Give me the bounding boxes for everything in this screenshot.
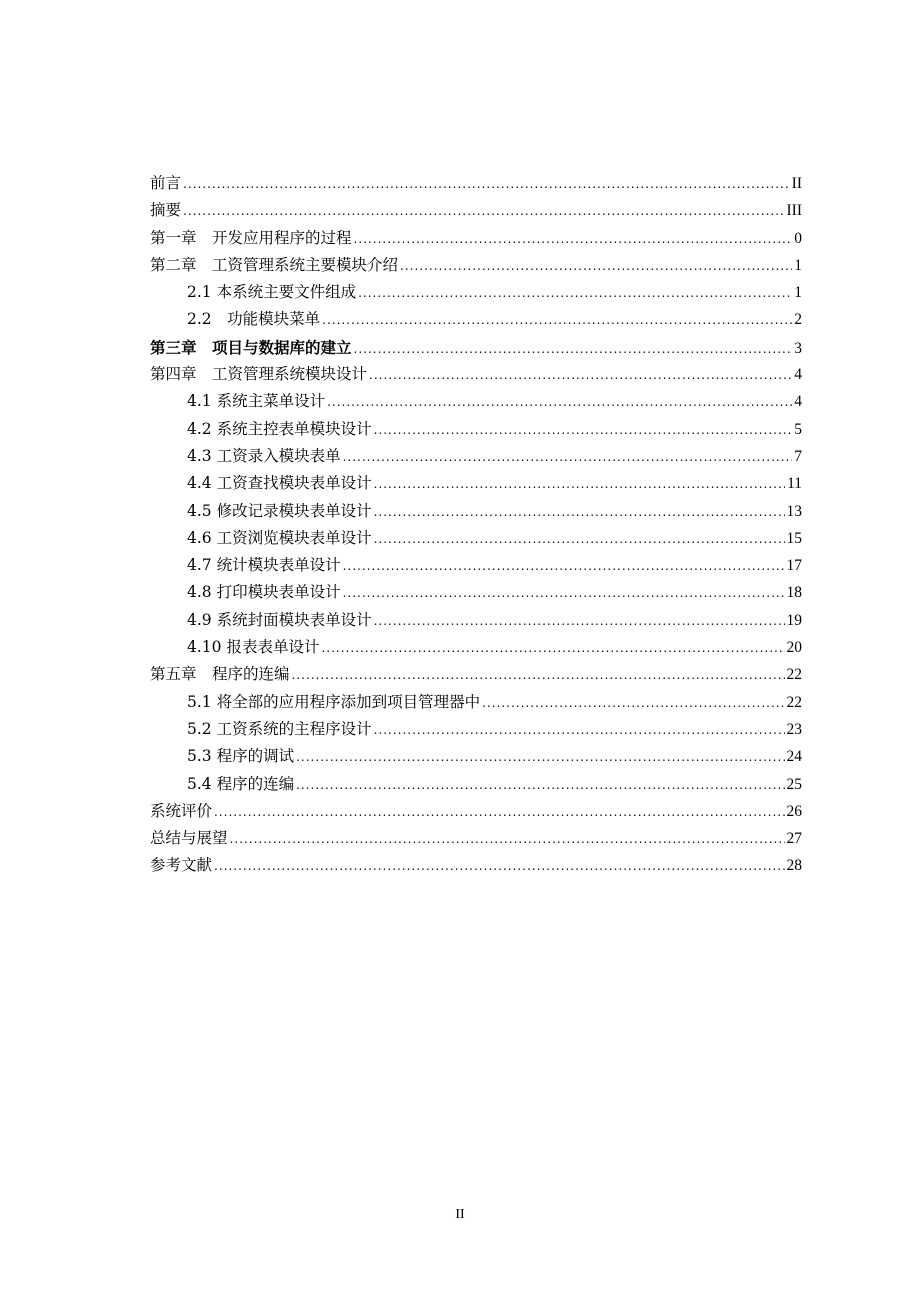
toc-dot-leader — [354, 226, 793, 253]
toc-dot-leader — [183, 171, 790, 198]
toc-entry[interactable] — [150, 525, 802, 552]
toc-entry-page: 23 — [786, 720, 802, 738]
toc-entry-page: 0 — [794, 229, 802, 247]
toc-entry[interactable] — [150, 197, 802, 224]
toc-entry-title: 2.1 本系统主要文件组成 — [187, 283, 357, 302]
toc-dot-leader — [214, 799, 784, 826]
toc-dot-leader — [374, 471, 785, 498]
toc-entry[interactable] — [150, 498, 802, 525]
toc-entry-page: 4 — [794, 393, 802, 411]
toc-entry-title: 4.2 系统主控表单模块设计 — [187, 419, 372, 438]
toc-entry-page: 26 — [786, 802, 802, 820]
toc-dot-leader — [374, 526, 785, 553]
toc-entry[interactable] — [150, 716, 802, 743]
toc-entry-title: 4.10 报表表单设计 — [187, 638, 320, 657]
toc-entry-page: 22 — [786, 693, 802, 711]
toc-dot-leader — [374, 717, 785, 744]
toc-entry-page: 1 — [794, 284, 802, 302]
toc-dot-leader — [343, 444, 793, 471]
toc-entry-page: 2 — [794, 311, 802, 329]
toc-dot-leader — [358, 280, 792, 307]
toc-entry-title: 4.7 统计模块表单设计 — [187, 556, 341, 575]
toc-entry[interactable] — [150, 552, 802, 579]
toc-entry[interactable] — [150, 634, 802, 661]
toc-entry-page: 17 — [786, 557, 802, 575]
toc-entry-page: 3 — [794, 339, 802, 357]
toc-entry-page: 20 — [786, 639, 802, 657]
toc-entry-title: 4.8 打印模块表单设计 — [187, 583, 341, 602]
toc-entry[interactable] — [150, 607, 802, 634]
toc-entry-title: 第四章 工资管理系统模块设计 — [150, 365, 368, 384]
toc-entry[interactable] — [150, 743, 802, 770]
toc-entry-title: 摘要 — [150, 201, 182, 220]
toc-dot-leader — [296, 772, 784, 799]
toc-entry-page: 22 — [786, 666, 802, 684]
toc-entry[interactable] — [150, 852, 802, 879]
toc-entry-page: 7 — [794, 447, 802, 465]
toc-entry-page: 4 — [794, 366, 802, 384]
toc-entry-page: 18 — [786, 584, 802, 602]
toc-entry[interactable] — [150, 170, 802, 197]
toc-entry-title: 4.1 系统主菜单设计 — [187, 392, 326, 411]
toc-entry-title: 第三章 项目与数据库的建立 — [150, 337, 352, 357]
toc-entry-title: 5.1 将全部的应用程序添加到项目管理器中 — [187, 692, 481, 711]
toc-entry[interactable] — [150, 798, 802, 825]
toc-dot-leader — [400, 253, 792, 280]
toc-dot-leader — [327, 389, 792, 416]
toc-entry[interactable] — [150, 306, 802, 333]
toc-entry-page: 25 — [786, 775, 802, 793]
toc-dot-leader — [322, 307, 792, 334]
toc-dot-leader — [374, 499, 785, 526]
toc-entry-title: 系统评价 — [150, 801, 213, 820]
toc-entry[interactable] — [150, 252, 802, 279]
toc-entry[interactable] — [150, 279, 802, 306]
toc-entry-page: 27 — [786, 830, 802, 848]
toc-dot-leader — [482, 690, 784, 717]
toc-entry-title: 4.6 工资浏览模块表单设计 — [187, 528, 372, 547]
toc-dot-leader — [354, 336, 793, 363]
toc-entry[interactable] — [150, 825, 802, 852]
toc-entry-page: 1 — [794, 256, 802, 274]
toc-dot-leader — [230, 826, 785, 853]
toc-entry[interactable] — [150, 443, 802, 470]
toc-dot-leader — [374, 608, 785, 635]
toc-entry-title: 4.4 工资查找模块表单设计 — [187, 474, 372, 493]
toc-entry-page: 11 — [787, 475, 802, 493]
toc-entry-title: 4.5 修改记录模块表单设计 — [187, 501, 372, 520]
toc-dot-leader — [321, 635, 784, 662]
toc-dot-leader — [214, 853, 784, 880]
toc-dot-leader — [343, 580, 785, 607]
toc-entry-title: 参考文献 — [150, 856, 213, 875]
toc-entry-page: 13 — [786, 502, 802, 520]
toc-entry-title: 第五章 程序的连编 — [150, 665, 290, 684]
toc-entry-title: 4.3 工资录入模块表单 — [187, 446, 341, 465]
toc-entry[interactable] — [150, 225, 802, 252]
toc-entry-title: 2.2 功能模块菜单 — [187, 310, 321, 329]
table-of-contents — [150, 170, 802, 880]
toc-entry-title: 第一章 开发应用程序的过程 — [150, 228, 352, 247]
toc-entry-page: III — [786, 202, 802, 220]
toc-entry-page: 15 — [786, 529, 802, 547]
toc-dot-leader — [183, 198, 784, 225]
toc-entry-page: 19 — [786, 611, 802, 629]
toc-entry[interactable] — [150, 361, 802, 388]
toc-entry[interactable] — [150, 771, 802, 798]
toc-entry[interactable] — [150, 689, 802, 716]
toc-entry[interactable] — [150, 388, 802, 415]
toc-entry-page: 24 — [786, 748, 802, 766]
toc-entry-page: II — [791, 175, 802, 192]
toc-dot-leader — [292, 662, 785, 689]
toc-entry-title: 5.4 程序的连编 — [187, 774, 295, 793]
toc-entry-page: 28 — [786, 857, 802, 875]
toc-entry-title: 5.3 程序的调试 — [187, 747, 295, 766]
toc-entry-title: 4.9 系统封面模块表单设计 — [187, 610, 372, 629]
toc-entry[interactable] — [150, 334, 802, 361]
toc-entry-title: 前言 — [150, 174, 182, 192]
toc-dot-leader — [296, 744, 784, 771]
toc-entry[interactable] — [150, 579, 802, 606]
toc-entry-title: 5.2 工资系统的主程序设计 — [187, 719, 372, 738]
page-number: II — [455, 1207, 465, 1222]
toc-entry[interactable] — [150, 416, 802, 443]
toc-dot-leader — [343, 553, 785, 580]
toc-entry-title: 总结与展望 — [150, 829, 228, 848]
toc-entry[interactable] — [150, 470, 802, 497]
toc-entry-page: 5 — [794, 420, 802, 438]
toc-entry-title: 第二章 工资管理系统主要模块介绍 — [150, 255, 399, 274]
toc-dot-leader — [374, 417, 793, 444]
toc-entry[interactable] — [150, 661, 802, 688]
toc-dot-leader — [369, 362, 792, 389]
